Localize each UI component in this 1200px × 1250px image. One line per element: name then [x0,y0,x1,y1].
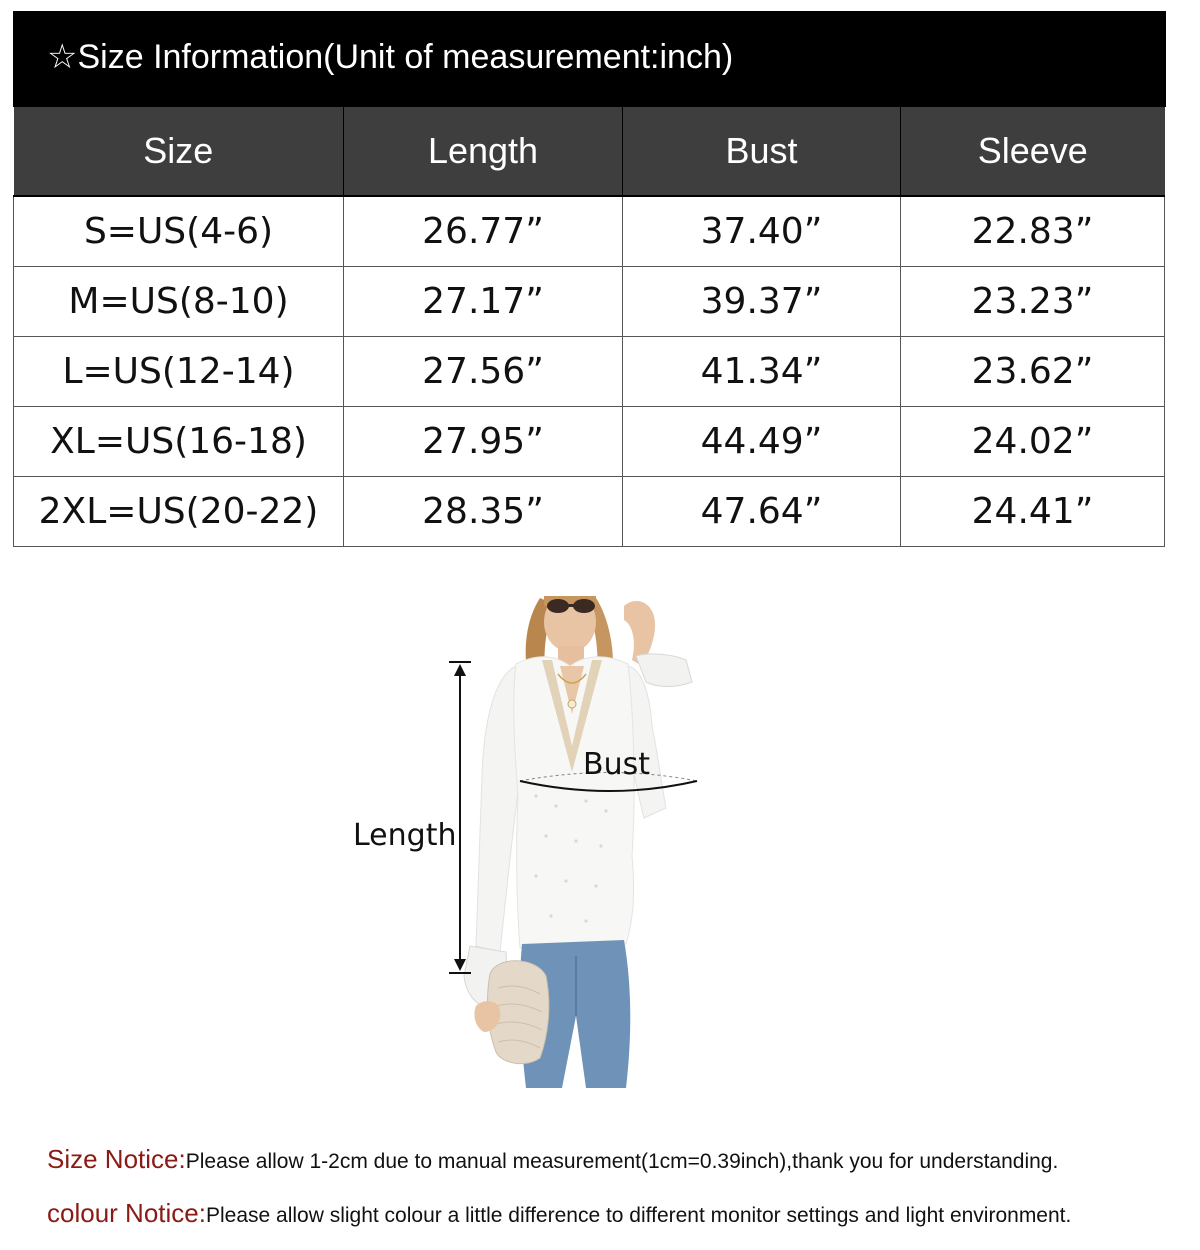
table-row [14,477,1165,547]
cell-size: XL=US(16-18) [14,407,344,477]
header-length: Length [344,107,623,196]
size-notice-text: Please allow 1-2cm due to manual measurement(1cm=0.39inch),thank you for understanding. [185,1150,1059,1173]
header-sleeve: Sleeve [901,107,1165,196]
header-bust: Bust [623,107,901,196]
cell-size: S=US(4-6) [14,196,344,267]
bust-label: Bust [583,747,650,782]
size-table [13,107,1165,547]
cell-size: M=US(8-10) [14,267,344,337]
length-label: Length [353,818,457,853]
cell-bust: 47.64” [623,477,901,547]
page-title: ☆Size Information(Unit of measurement:inch) [47,38,734,76]
title-bar [13,11,1166,107]
cell-length: 27.56” [344,337,623,407]
cell-bust: 44.49” [623,407,901,477]
header-size: Size [14,107,344,196]
cell-length: 26.77” [344,196,623,267]
cell-bust: 39.37” [623,267,901,337]
table-row [14,196,1165,267]
cell-length: 27.17” [344,267,623,337]
cell-size: 2XL=US(20-22) [14,477,344,547]
table-row [14,407,1165,477]
cell-length: 28.35” [344,477,623,547]
cell-sleeve: 24.02” [901,407,1165,477]
cell-sleeve: 23.23” [901,267,1165,337]
cell-sleeve: 24.41” [901,477,1165,547]
measurement-figure [340,596,860,1091]
colour-notice-text: Please allow slight colour a little difference to different monitor settings and light environment. [205,1204,1072,1227]
cell-sleeve: 22.83” [901,196,1165,267]
cell-length: 27.95” [344,407,623,477]
colour-notice-heading: colour Notice: [47,1198,206,1228]
cell-size: L=US(12-14) [14,337,344,407]
size-notice [47,1144,1058,1175]
table-row [14,267,1165,337]
colour-notice [47,1198,1071,1229]
cell-sleeve: 23.62” [901,337,1165,407]
cell-bust: 37.40” [623,196,901,267]
cell-bust: 41.34” [623,337,901,407]
size-notice-heading: Size Notice: [47,1144,186,1174]
table-row [14,337,1165,407]
table-header-row [14,107,1165,196]
